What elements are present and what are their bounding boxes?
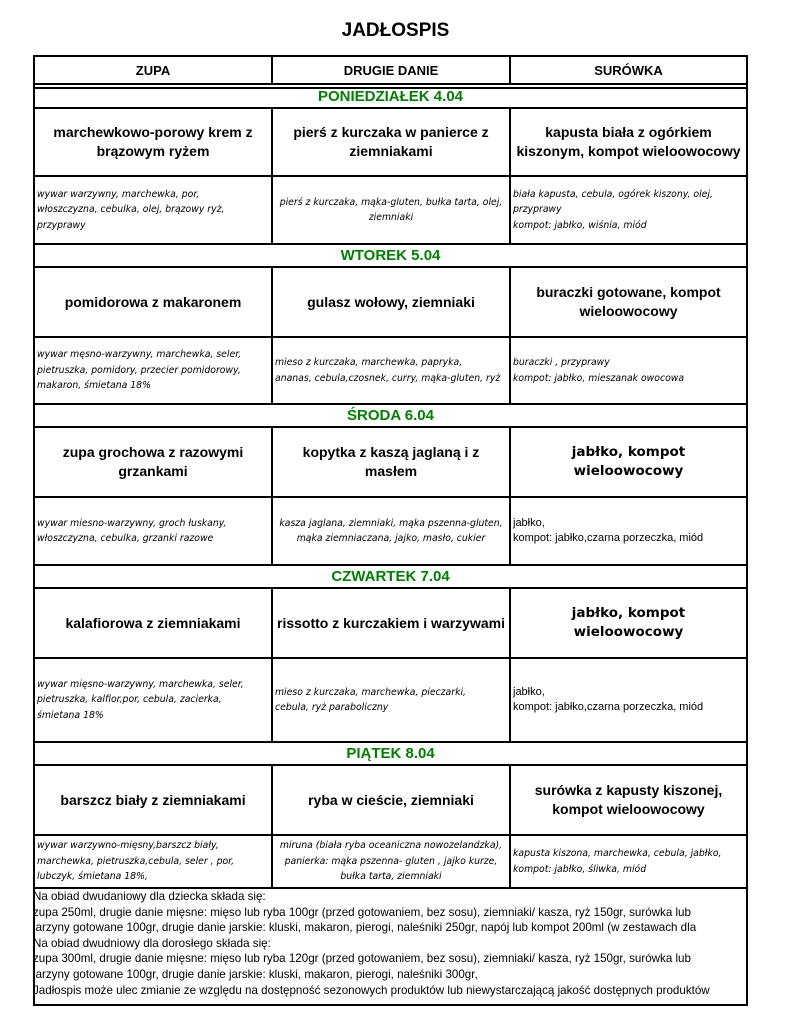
main-dish-name: kopytka z kaszą jaglaną i z masłem: [273, 428, 511, 496]
main-ingredients: pierś z kurczaka, mąka-gluten, bułka tarta, olej, ziemniaki: [273, 177, 511, 243]
soup-name: marchewkowo-porowy krem z brązowym ryżem: [35, 109, 273, 175]
dish-row: [35, 428, 746, 498]
column-header-main: DRUGIE DANIE: [273, 57, 511, 83]
footer-notes: [35, 889, 746, 998]
side-ingredients: buraczki , przyprawy kompot: jabłko, mieszanak owocowa: [513, 357, 685, 384]
footer-line: jarzyny gotowane 100gr, drugie danie jarskie: kluski, makaron, pierogi, naleśniki 300gr,: [33, 967, 478, 981]
side-dish-name: buraczki gotowane, kompot wieloowocowy: [536, 284, 721, 319]
footer-line: jarzyny gotowane 100gr, drugie danie jarskie: kluski, makaron, pierogi, naleśniki 250gr, napój lub kompot 200ml (w zestawach dla: [33, 921, 697, 935]
ingredients-row: [35, 177, 746, 245]
side-dish-name: surówka z kapusty kiszonej, kompot wieloowocowy: [534, 782, 723, 817]
soup-name: barszcz biały z ziemniakami: [35, 766, 273, 834]
soup-name: pomidorowa z makaronem: [35, 268, 273, 336]
main-ingredients: kasza jaglana, ziemniaki, mąka pszenna-gluten, mąka ziemniaczana, jajko, masło, cukier: [273, 498, 511, 564]
ingredients-row: [35, 836, 746, 889]
ingredients-row: [35, 498, 746, 566]
menu-table: [33, 55, 748, 1006]
soup-name: kalafiorowa z ziemniakami: [35, 589, 273, 657]
ingredients-row: [35, 659, 746, 743]
column-header-side: SURÓWKA: [594, 62, 663, 78]
soup-ingredients: wywar warzywny, marchewka, por, włoszczyzna, cebulka, olej, brązowy ryż, przyprawy: [35, 177, 273, 243]
side-ingredients: biała kapusta, cebula, ogórek kiszony, olej, przyprawy kompot: jabłko, wiśnia, miód: [513, 188, 713, 231]
day-label: WTOREK 5.04: [35, 245, 746, 268]
day-label: PONIEDZIAŁEK 4.04: [35, 86, 746, 109]
side-ingredients: jabłko, kompot: jabłko,czarna porzeczka, miód: [513, 516, 704, 544]
footer-line: zupa 300ml, drugie danie mięsne: mięso lub ryba 120gr (przed gotowaniem, bez sosu), ziemniaki/ kasza, ryż 150gr, surówka lub: [33, 952, 691, 966]
soup-ingredients: wywar warzywno-mięsny,barszcz biały, marchewka, pietruszka,cebula, seler , por, lubczyk, śmietana 18%,: [35, 836, 273, 887]
side-ingredients: kapusta kiszona, marchewka, cebula, jabłko, kompot: jabłko, śliwka, miód: [513, 848, 722, 875]
ingredients-row: [35, 338, 746, 405]
footer-line: zupa 250ml, drugie danie mięsne: mięso lub ryba 100gr (przed gotowaniem, bez sosu), ziemniaki/ kasza, ryż 150gr, surówka lub: [33, 905, 691, 919]
day-label: CZWARTEK 7.04: [35, 566, 746, 589]
soup-ingredients: wywar miesno-warzywny, groch łuskany, włoszczyzna, cebulka, grzanki razowe: [35, 498, 273, 564]
footer-line: Na obiad dwudaniowy dla dziecka składa się:: [33, 890, 266, 903]
column-headers: [35, 57, 746, 85]
main-dish-name: gulasz wołowy, ziemniaki: [273, 268, 511, 336]
main-dish-name: rissotto z kurczakiem i warzywami: [273, 589, 511, 657]
soup-name: zupa grochowa z razowymi grzankami: [35, 428, 273, 496]
main-dish-name: ryba w cieście, ziemniaki: [273, 766, 511, 834]
side-dish-name: jabłko, kompot wieloowocowy: [571, 605, 686, 640]
dish-row: [35, 589, 746, 659]
day-label: PIĄTEK 8.04: [35, 743, 746, 766]
dish-row: [35, 109, 746, 177]
side-ingredients: jabłko, kompot: jabłko,czarna porzeczka, miód: [513, 685, 704, 713]
main-dish-name: pierś z kurczaka w panierce z ziemniakami: [273, 109, 511, 175]
soup-ingredients: wywar męsno-warzywny, marchewka, seler, pietruszka, pomidory, przecier pomidorowy, makaron, śmietana 18%: [35, 338, 273, 403]
dish-row: [35, 766, 746, 836]
side-dish-name: jabłko, kompot wieloowocowy: [571, 444, 686, 479]
column-header-soup: ZUPA: [35, 57, 273, 83]
footer-line: Jadłospis może ulec zmianie ze względu na dostępność sezonowych produktów lub niewystarczającą jakość dostępnych produktów: [33, 983, 710, 997]
side-dish-name: kapusta biała z ogórkiem kiszonym, kompot wieloowocowy: [516, 124, 741, 159]
main-ingredients: miruna (biała ryba oceaniczna nowozelandzka), panierka: mąka pszenna- gluten , jajko kurze, bułka tarta, ziemniaki: [273, 836, 511, 887]
main-ingredients: mieso z kurczaka, marchewka, papryka, ananas, cebula,czosnek, curry, mąka-gluten, ryż: [273, 338, 511, 403]
dish-row: [35, 268, 746, 338]
day-label: ŚRODA 6.04: [35, 405, 746, 428]
main-ingredients: mieso z kurczaka, marchewka, pieczarki, cebula, ryż paraboliczny: [273, 659, 511, 741]
page-title: JADŁOSPIS: [341, 20, 450, 41]
soup-ingredients: wywar mięsno-warzywny, marchewka, seler, pietruszka, kalfior,por, cebula, zacierka, śmietana 18%: [35, 659, 273, 741]
footer-line: Na obiad dwudniowy dla dorosłego składa się:: [33, 936, 271, 950]
